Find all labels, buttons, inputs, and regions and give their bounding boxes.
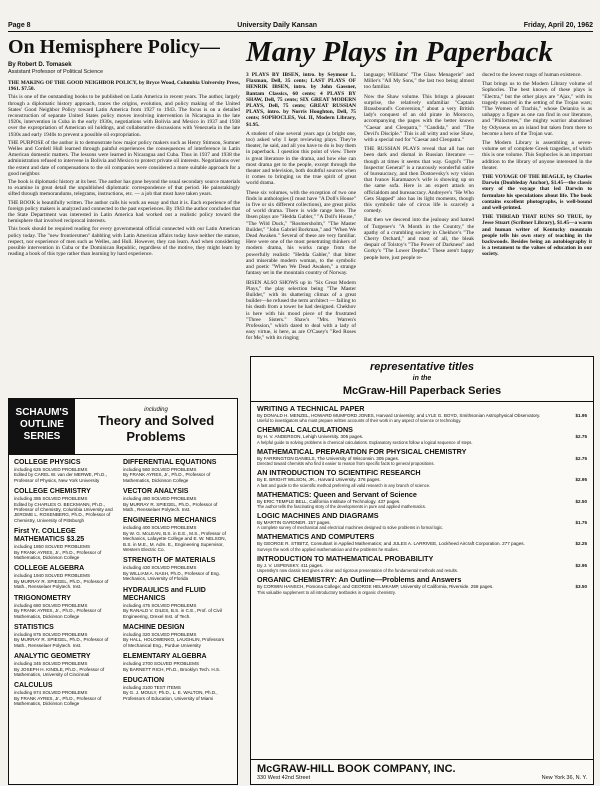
article-byline: By Robert D. Tomasek (8, 62, 72, 68)
book-author: By MARTIN GARDNER. 157 pages. (257, 520, 331, 526)
book-price: $2.75 (575, 434, 587, 440)
schaum-subtitle: including 1940 SOLVED PROBLEMS (14, 573, 91, 579)
plays-article-header (246, 36, 594, 68)
schaum-title: MACHINE DESIGN (123, 623, 185, 631)
book-title: AN INTRODUCTION TO SCIENTIFIC RESEARCH (257, 468, 421, 478)
schaum-logo: SCHAUM'S OUTLINE SERIES (9, 399, 75, 454)
schaum-title-item (14, 595, 119, 619)
schaum-title-item (14, 624, 119, 648)
mcgraw-book-item (257, 491, 587, 509)
mcgraw-head-line-1: representative titles (370, 361, 474, 373)
schaum-subtitle: including 3100 TEST ITEMS (123, 684, 181, 690)
paragraph: language; Williams' "The Glass Menagerie" and Miller's "All My Sons," the last two being almost too familiar. (364, 72, 474, 91)
book-title: MATHEMATICAL PREPARATION FOR PHYSICAL CHEMISTRY (257, 446, 467, 456)
schaum-author: By FRANK AYRES, Jr., Ph.D., Professor of Mathematics, Dickinson College (123, 472, 211, 483)
mcgraw-book-item (257, 448, 587, 466)
book-author: By GEORGE R. STIBITZ, Consultant in Applied Mathematics; and JULES A. LARRIVEE, Lockheed Aircraft Corporation. 277 pages. (257, 541, 525, 547)
schaum-author: By WILLIAM A. NASH, Ph.D., Professor of Eng. Mechanics, University of Florida (123, 570, 221, 582)
schaum-title: ENGINEERING MECHANICS (123, 517, 217, 525)
schaum-title-item (14, 682, 119, 706)
schaum-subtitle: including 680 SOLVED PROBLEMS (14, 602, 88, 608)
schaum-title-item (123, 459, 228, 483)
schaum-title-item (123, 488, 228, 512)
page-number: Page 8 (8, 21, 31, 29)
book-author: By J. V. USPENSKY. 411 pages. (257, 562, 324, 568)
paragraph: duced to the lowest rungs of human existence. (482, 72, 582, 78)
schaum-left-column (14, 459, 123, 712)
schaum-title-item (14, 653, 119, 677)
book-author: By FARRINGTON DANIELS, The University of Wisconsin. 305 pages. (257, 455, 400, 461)
schaum-author: By FRANK AYRES, Jr., Ph.D., Professor of Mathematics, Dickinson College (14, 695, 102, 707)
plays-headline: Many Plays in Paperback (246, 36, 553, 68)
paper-name: University Daily Kansan (237, 21, 318, 29)
schaum-title-item (14, 488, 119, 523)
schaum-title-grid (9, 455, 237, 716)
schaum-title: CALCULUS (14, 682, 53, 690)
schaum-subtitle: including 320 SOLVED PROBLEMS (123, 631, 197, 637)
book-author: By CORWIN HANSCH, Pomona College; and GEORGE HELMKAMP, University of California, Riverside. 258 pages. (257, 584, 494, 590)
paragraph: But then we descend into the jealousy and hatred of Turgenev's "A Month in the Country," the apathy of a crumbling society in Chekhov's "The Cherry Orchard," and most of all, the bleak despair of Tolstoy's "The Power of Darkness" and Gorky's "The Lower Depths." These aren't happy people here, just people re- (364, 217, 474, 261)
schaum-title-item (14, 565, 119, 589)
paragraph: That brings us to the Modern Library volume of Sophocles. The best known of these plays is "Electra," but the other plays are "Ajax," with its tragedy enacted in the setting of the Trojan wars; "The Women of Trachis," whose Deianira is as unhappy a figure as one can find in our literature, and "Philoctetes," the mighty warrior abandoned by Odysseus on an island but taken from there to become a hero of the Trojan war. (482, 81, 592, 137)
book-author: By ERIC TEMPLE BELL, California Institute of Technology. 437 pages. (257, 498, 401, 504)
schaum-including: including (144, 407, 168, 413)
schaum-author: By HALL, HOLOWENKO, LAUGHLIN, Professors of Mechanical Eng., Purdue University (123, 637, 225, 648)
book-author: By DONALD H. MENZEL, HOWARD MUMFORD JONES, Harvard University; and LYLE G. BOYD, Smithsonian Astrophysical Observatory. (257, 413, 541, 418)
book-title: INTRODUCTION TO MATHEMATICAL PROBABILITY (257, 553, 434, 563)
paragraph: IBSEN ALSO SHOWS up in "Six Great Modern Plays," the play selection being "The Master Builder," with its shattering climax of a great builder—he refused the term architect — failing to his death from a tower he had designed. Chekhov is here with his mood piece of the frustrated "Three Sisters." Shaw's "Mrs. Warren's Profession," which dared to deal with a lady of easy virtue, is here, as are O'Casey's "Red Roses for Me," with its ringing (246, 279, 356, 342)
mcgraw-book-item (257, 533, 587, 551)
schaum-title: HYDRAULICS and FLUID MECHANICS (123, 586, 206, 602)
paragraph: The Modern Library is assembling a seven-volume set of complete Greek tragedies, of which this is one volume. This Sophocles is an important addition to the library of anyone interested in the theater. (482, 140, 592, 171)
schaum-title: STRENGTH OF MATERIALS (123, 557, 216, 565)
schaum-subtitle: including 385 SOLVED PROBLEMS (14, 496, 88, 502)
schaum-title-item (123, 653, 228, 672)
schaum-title: ELEMENTARY ALGEBRA (123, 653, 207, 661)
paragraph: THE PURPOSE of the author is to demonstrate how major policy makers such as Henry Stimson, Sumner Welles and Cordell Hull learned through painful experiences the consequences of interference in Latin American domestic matters. The lessons were learned in Nicaragua and Cuba. Thus in 1937 and 1938 the administration refused to intervene in Bolivia and Mexico to protect private oil interests. Negotiations over the extent and date of compensations to the oil companies were considered a more suitable approach for a good neighbor. (8, 139, 240, 177)
schaum-author: Edited by CHARLES O. BECKMANN, Ph.D., Professor of Chemistry, Columbia University and JEROME L. ROSENBERG, Ph.D., Professor of Chemistry, University of Pittsburgh (14, 501, 113, 523)
paragraph: THE RUSSIAN PLAYS reveal that all has not been dark and dismal in Russian literature — though at times it seems that way. Gogol's "The Inspector General" is a raucously wonderful satire of bureaucracy, and then Dostoevsky's wry vision that Ivanov Karamazov's wife is showing up on the same sofa. Here is an expert attack on officialdom and bureaucracy. Andreyev's "He Who Gets Slapped" also has its light moments, though this symbolic tale of circus life is scarcely a comedy. (364, 146, 474, 215)
book-title: ORGANIC CHEMISTRY: An Outline—Problems and Answers (257, 575, 462, 585)
schaum-author: By G. J. MOULY, Ph.D., L. E. WALTON, Ph.D., Professors of Education, University of Miami (123, 690, 218, 701)
book-description: Surveys the work of the applied mathematician and the problems he studies. (257, 546, 399, 552)
city: New York 36, N. Y. (541, 775, 587, 781)
book-price: $2.50 (575, 498, 587, 504)
masthead (8, 20, 593, 32)
schaum-subtitle: including 974 SOLVED PROBLEMS (14, 690, 88, 696)
mcgraw-book-item (257, 469, 587, 487)
mcgraw-head-line-2: McGraw-Hill Paperback Series (342, 385, 502, 397)
issue-date: Friday, April 20, 1962 (523, 21, 593, 29)
mcgraw-footer (251, 759, 593, 784)
schaum-author: Edited by CAREL W. van der MERWE, Ph.D., Professor of Physics, New York University (14, 472, 107, 483)
book-title: WRITING A TECHNICAL PAPER (257, 404, 365, 413)
schaum-title-item (14, 528, 119, 560)
book-description: Directed toward chemists who find it easier to reason from specific facts to general propositions. (257, 461, 435, 467)
schaum-subtitle: including 1850 SOLVED PROBLEMS (14, 544, 91, 550)
book-author: By E. BRIGHT WILSON, JR., Harvard University. 376 pages. (257, 477, 381, 483)
schaum-title: First Yr. COLLEGE MATHEMATICS $3.25 (14, 528, 85, 544)
book-citation: THE MAKING OF THE GOOD NEIGHBOR POLICY, by Bryce Wood, Columbia University Press, 1961. $7.50. (8, 80, 240, 93)
publisher-name: McGRAW-HILL BOOK COMPANY, INC. (257, 763, 456, 775)
mcgraw-book-item (257, 576, 587, 594)
book-description: A fast and guide to the scientific method preferring all valid research in any branch of science. (257, 482, 431, 488)
schaum-subtitle: including 430 SOLVED PROBLEMS (123, 565, 197, 571)
schaum-author: By BARNETT RICH, Ph.D., Brooklyn Tech. H.S. (123, 666, 221, 672)
book-title: MATHEMATICS AND COMPUTERS (257, 532, 375, 542)
schaum-subtitle: including 480 SOLVED PROBLEMS (123, 496, 197, 502)
paragraph: A student of nine several years ago (a bright one, too) asked why I kept reviewing plays. They're theater, he said, and all you have to do is buy them in paperback. I question this point of view. There is great literature in the drama, and how else can most drama get to the people, except through the theater and television, both doubtful sources when it comes to bringing us the true spirit of great world drama. (246, 130, 356, 187)
schaum-author: By FRANK AYRES, Jr., Ph.D., Professor of Mathematics, Dickinson College (14, 608, 102, 619)
book-description: Useful to investigators who must prepare written accounts of their work in any aspect of science or technology. (257, 418, 462, 424)
book-description: Uspensky's now classic text gives a clear and rigorous presentation of the fundamental methods and results. (257, 568, 458, 574)
book-description: This valuable supplement to all introductory textbooks in organic chemistry. (257, 589, 396, 595)
schaum-title-item (123, 557, 228, 581)
paragraph: Now the Shaw volume. This brings a pleasant surprise, the relatively unfamiliar "Captain Brassbound's Conversion," about a very British lady's conquest of an old pirate in Morocco, accompanying the pages with the better known "Caesar and Cleopatra," "Candida," and "The Devil's Disciple." This is all witty and wise Shaw, with a special nod for "Caesar and Cleopatra." (364, 93, 474, 144)
schaum-title: COLLEGE PHYSICS (14, 459, 81, 466)
schaum-title: TRIGONOMETRY (14, 594, 71, 602)
book-title: LOGIC MACHINES AND DIAGRAMS (257, 511, 379, 521)
book-author: By H. V. ANDERSON, Lehigh University. 305 pages. (257, 434, 364, 440)
schaum-right-column (123, 459, 232, 712)
mcgraw-book-list (251, 402, 593, 601)
schaum-title-item (14, 459, 119, 483)
schaum-title-item (123, 517, 228, 552)
mcgraw-header (251, 357, 593, 402)
schaum-title: COLLEGE CHEMISTRY (14, 488, 91, 496)
schaum-subtitle: including 2700 SOLVED PROBLEMS (123, 661, 200, 667)
schaum-title-item (123, 677, 228, 701)
plays-column-3 (482, 72, 592, 352)
schaum-header (9, 399, 237, 455)
book-description: The author tells the fascinating story of the developments in pure and applied mathematics. (257, 504, 426, 510)
schaum-headline: Theory and Solved Problems (97, 413, 215, 444)
paragraph: THE THREAD THAT RUNS SO TRUE, by Jesse Stuart (Scribner Library), $1.45—a warm and human writer of Kentucky mountain people tells his own story of teaching in the backwoods. Besides being an autobiography it is a testament to the values of education in our society. (482, 214, 592, 258)
mcgraw-head-in: in the (412, 375, 432, 382)
schaum-title-item (123, 587, 228, 619)
mcgraw-book-item (257, 426, 587, 444)
schaum-title: EDUCATION (123, 676, 165, 684)
book-description: A helpful guide to solving problems in chemical calculations. Explanatory sections follow a logical sequence of steps. (257, 439, 473, 445)
paragraph: This is one of the outstanding books to be published on Latin America in recent years. The author, largely through a diplomatic history approach, traces the origins, evolution, and policy making of the United States' Good Neighbor Policy toward Latin America from 1927 to 1943. The focus is on a detailed reconstruction of separate United States policy moves involving intervention in Nicaragua in the late 1920s, intervention in Cuba in the early 1930s, negotiations with Bolivia and Mexico in 1937 and 1938 over the expropriation of American oil holdings, and collaborative discussions with Venezuela in the late 1930s and early 1940s to prevent a possible oil expropriation. (8, 94, 240, 138)
schaum-title: ANALYTIC GEOMETRY (14, 653, 91, 661)
book-title: CHEMICAL CALCULATIONS (257, 425, 353, 435)
schaum-subtitle: including 345 SOLVED PROBLEMS (14, 661, 88, 667)
schaum-title-item (123, 624, 228, 648)
plays-column-2 (364, 72, 474, 352)
schaum-subtitle: including 625 SOLVED PROBLEMS (14, 467, 88, 472)
book-price: $1.95 (575, 413, 587, 418)
schaum-author: By MURRAY R. SPIEGEL, Ph.D., Professor of Math., Rensselaer Polytech. Inst. (14, 578, 109, 590)
mcgraw-book-item (257, 405, 587, 423)
book-price: $3.50 (575, 584, 587, 590)
hemisphere-headline: On Hemisphere Policy— (8, 36, 220, 58)
schaum-subtitle: including 475 SOLVED PROBLEMS (123, 602, 197, 608)
schaum-title: DIFFERENTIAL EQUATIONS (123, 459, 217, 466)
schaum-author: By W. G. McLEAN, B.S. in E.E., M.S., Professor of Mechanics, Lafayette College and E. W. NELSON, B.S. in M.E., M. Adm. E., Engineering Supervisor, Western Electric Co. (123, 530, 226, 553)
book-price: $1.75 (575, 520, 587, 526)
schaum-author: By FRANK AYRES, Jr., Ph.D., Professor of Mathematics, Dickinson College (14, 549, 102, 561)
article-byline-title: Assistant Professor of Political Science (8, 69, 104, 75)
book-price: $2.95 (575, 562, 587, 568)
paragraph: THE BOOK is beautifully written. The author calls his work an essay and that it is. Each experience of the foreign policy makers is analyzed and connected to the past experiences. By 1943 the author concludes that the State Department was interested in Latin America had worked out a realistic policy toward the hemisphere that involved reciprocal interests. (8, 199, 240, 225)
schaum-title: COLLEGE ALGEBRA (14, 565, 85, 573)
plays-column-1 (246, 72, 356, 352)
schaum-author: By RANALD V. GILES, B.S. in C.E., Prof. of Civil Engineering, Drexel Inst. of Tech. (123, 608, 222, 619)
paragraph: These six volumes, with the exception of two one finds in anthologies (I must have "A Doll's House" in five or six different collections), are great picks of world drama. There is wide range here. The Ibsen plays are "Hedda Gabler," "A Doll's House," "The Wild Duck," "Rosmersholm," "The Master Builder," "John Gabriel Borkman," and "When We Dead Awaken." Several of these are very familiar. Here were one of the most penetrating thinkers of modern drama, his works range from the powerfully realistic "Hedda Gabler," that bitter and miserable modern woman, to the symbolic and poetic "When We Dead Awaken," a strange fantasy set in the mountain country of Norway. (246, 189, 356, 277)
book-title: MATHEMATICS: Queen and Servant of Science (257, 489, 417, 499)
schaum-advertisement (8, 398, 238, 785)
book-price: $2.95 (575, 477, 587, 483)
book-price: $2.75 (575, 455, 587, 461)
paragraph: The book is diplomatic history at its best. The author has gone beyond the usual secondary source materials to examine in great detail the unpublished diplomatic correspondence of that period. He painstakingly sifted through memorandums, telegrams, instructions, etc. — a job that must have taken years. (8, 179, 240, 198)
schaum-subtitle: including 875 SOLVED PROBLEMS (14, 631, 88, 637)
mcgraw-book-item (257, 555, 587, 573)
paragraph: This book should be required reading for every governmental official connected with our Latin American policy today. The "new frontiersmen" dabbling with Latin American affairs today have neither the stature, respect, nor experience of men such as Welles, and Hull. However, they can learn. And when considering possible intervention in Cuba or the Dominican Republic, regardless of the motive, they might learn by reading a book of this type rather than learning by hard experience. (8, 226, 240, 258)
publisher-address (257, 775, 587, 781)
paragraph: 3 PLAYS BY IBSEN, intro. by Seymour L. Flaxman, Dell, 35 cents; LAST PLAYS OF HENRIK IBSEN, intro. by John Gassner, Bantam Classics, 60 cents; 4 PLAYS BY SHAW, Dell, 75 cents; SIX GREAT MODERN PLAYS, Dell, 75 cents; GREAT RUSSIAN PLAYS, intro. by Norris Houghton, Dell, 75 cents; SOPHOCLES, Vol. II, Modern Library, $1.95. (246, 72, 356, 128)
schaum-subtitle: including 400 SOLVED PROBLEMS (123, 525, 197, 531)
paragraph: THE VOYAGE OF THE BEAGLE, by Charles Darwin (Doubleday Anchor), $1.45—the classic story of the voyage that led Darwin to formulate his speculations about life. The book contains excellent photographs, is well-bound and well-printed. (482, 174, 592, 212)
schaum-subtitle: including 560 SOLVED PROBLEMS (123, 467, 197, 472)
schaum-title: VECTOR ANALYSIS (123, 488, 189, 496)
schaum-author: By MURRAY R. SPIEGEL, Ph.D., Professor of Math., Rensselaer Polytech. Inst. (123, 501, 218, 513)
book-description: A complete survey of mechanical and electrical machines designed to solve problems in formal logic. (257, 525, 444, 531)
schaum-author: By JOSEPH H. KINDLE, Ph.D., Professor of Mathematics, University of Cincinnati (14, 666, 105, 677)
book-price: $2.25 (575, 541, 587, 547)
mcgraw-hill-advertisement (250, 356, 594, 785)
hemisphere-article (8, 36, 240, 392)
schaum-headline-box (75, 399, 237, 454)
schaum-title: STATISTICS (14, 623, 54, 631)
mcgraw-book-item (257, 512, 587, 530)
schaum-author: By MURRAY R. SPIEGEL, Ph.D., Professor of Math., Rensselaer Polytech. Inst. (14, 637, 109, 648)
street: 330 West 42nd Street (257, 775, 311, 781)
